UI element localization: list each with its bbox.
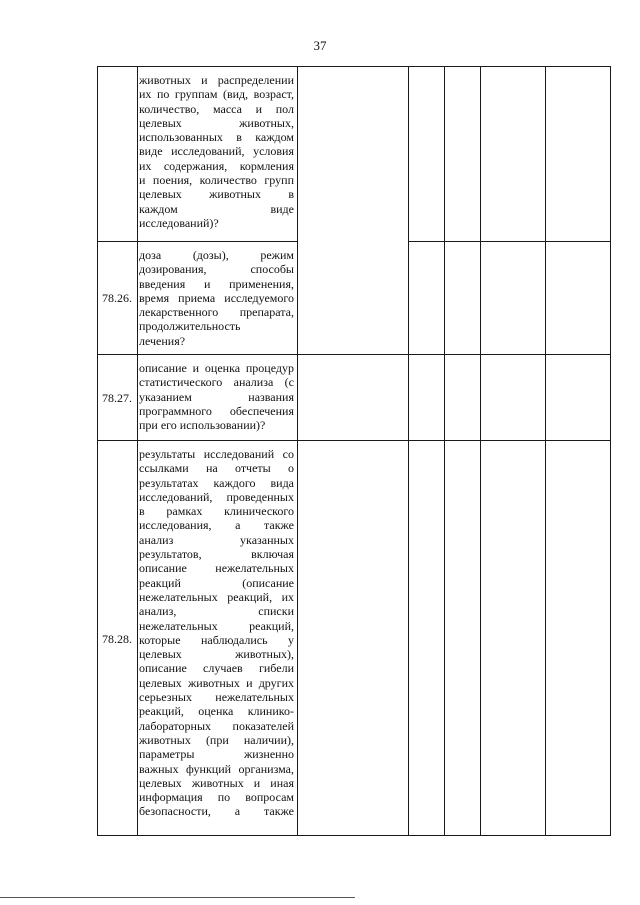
column-divider [408, 66, 409, 836]
question-text: доза (дозы), режим дозирования, способы введения и применения, время приема исследуемого лекарственного препарата, продолжительность лечения? [139, 248, 294, 348]
page-number: 37 [313, 38, 327, 53]
row-divider [97, 440, 611, 441]
row-divider [408, 241, 611, 242]
row-divider [97, 241, 298, 242]
table-right-border [610, 66, 611, 836]
table-top-border [97, 66, 611, 67]
scan-edge-line [0, 897, 355, 898]
column-divider [444, 66, 445, 836]
row-number: 78.26. [102, 291, 132, 305]
row-number: 78.28. [102, 632, 132, 646]
column-divider [480, 66, 481, 836]
column-divider [545, 66, 546, 836]
table-left-border [97, 66, 98, 836]
question-text: описание и оценка процедур статистического анализа (с указанием названия программного обеспечения при его использовании)? [139, 361, 294, 433]
row-number: 78.27. [102, 391, 132, 405]
table-bottom-border [97, 835, 611, 836]
question-text: животных и распределении их по группам (вид, возраст, количество, масса и пол целевых животных, использованных в каждом виде исследований, условия их содержания, кормления и поения, количество групп целевых животных в каждом виде исследований)? [139, 73, 294, 230]
column-divider [297, 66, 298, 836]
column-divider [137, 66, 138, 836]
question-text: результаты исследований со ссылками на отчеты о результатах каждого вида исследований, проведенных в рамках клинического исследования, а также анализ указанных результатов, включая описание нежелательных реакций (описание нежелательных реакций, их анализ, списки нежелательных реакций, которые наблюдались у целевых животных), описание случаев гибели целевых животных и других серьезных нежелательных реакций, оценка клинико- лабораторных показателей животных (при наличии), параметры жизненно важных функций организма, целевых животных и иная информация по вопросам безопасности, а также [139, 447, 294, 819]
row-divider [97, 354, 611, 355]
